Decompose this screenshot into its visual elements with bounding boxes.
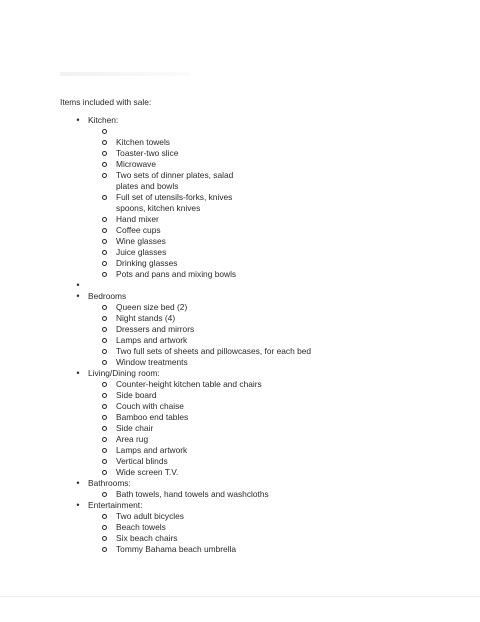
- section-sublist: [88, 126, 460, 280]
- circle-bullet-icon: [102, 316, 107, 321]
- circle-bullet-icon: [102, 525, 107, 530]
- circle-bullet-icon: [102, 514, 107, 519]
- list-item: [88, 324, 460, 335]
- list-item: [88, 434, 460, 445]
- circle-bullet-icon: [102, 459, 107, 464]
- bullet-icon: •: [76, 500, 80, 510]
- circle-bullet-icon: [102, 250, 107, 255]
- list-item-text: Drinking glasses: [116, 258, 178, 268]
- list-item-text: Counter-height kitchen table and chairs: [116, 379, 262, 389]
- list-item: [88, 258, 460, 269]
- list-item-text: Lamps and artwork: [116, 335, 188, 345]
- list-item: [88, 423, 460, 434]
- list-item: [88, 346, 460, 357]
- list-item: [88, 544, 460, 555]
- circle-bullet-icon: [102, 360, 107, 365]
- list-item: [88, 247, 460, 258]
- bullet-icon: •: [76, 291, 80, 301]
- circle-bullet-icon: [102, 162, 107, 167]
- sale-items-list: [60, 115, 460, 555]
- circle-bullet-icon: [102, 404, 107, 409]
- list-item: [88, 511, 460, 522]
- list-item: [88, 335, 460, 346]
- circle-bullet-icon: [102, 173, 107, 178]
- section-sublist: [88, 302, 460, 368]
- circle-bullet-icon: [102, 195, 107, 200]
- list-item-text: Couch with chaise: [116, 401, 184, 411]
- list-item-text: Coffee cups: [116, 225, 161, 235]
- faint-footer-line: [0, 596, 480, 597]
- list-item: [88, 401, 460, 412]
- list-item: [88, 379, 460, 390]
- section-title: Bedrooms: [88, 291, 127, 301]
- list-item-text: Queen size bed (2): [116, 302, 188, 312]
- circle-bullet-icon: [102, 382, 107, 387]
- circle-bullet-icon: [102, 239, 107, 244]
- circle-bullet-icon: [102, 437, 107, 442]
- list-item: [88, 214, 460, 225]
- list-item-text: Dressers and mirrors: [116, 324, 195, 334]
- list-item-text: Kitchen towels: [116, 137, 170, 147]
- list-item-text: Wide screen T.V.: [116, 467, 179, 477]
- list-item-text: Tommy Bahama beach umbrella: [116, 544, 237, 554]
- list-item-text: Full set of utensils-forks, knives: [116, 192, 233, 202]
- faint-header-mark: [60, 72, 190, 76]
- circle-bullet-icon: [102, 415, 107, 420]
- list-item: [88, 456, 460, 467]
- list-item-text: Two full sets of sheets and pillowcases, for each bed: [116, 346, 312, 356]
- bullet-icon: •: [76, 478, 80, 488]
- section-item: [60, 368, 460, 478]
- circle-bullet-icon: [102, 470, 107, 475]
- circle-bullet-icon: [102, 272, 107, 277]
- section-item: [60, 500, 460, 555]
- list-item: [88, 126, 460, 137]
- list-item-text: Bath towels, hand towels and washcloths: [116, 489, 269, 499]
- list-item-text: Microwave: [116, 159, 157, 169]
- list-item-text: Two adult bicycles: [116, 511, 184, 521]
- list-item: [88, 313, 460, 324]
- circle-bullet-icon: [102, 305, 107, 310]
- section-title: Kitchen:: [88, 115, 119, 125]
- list-item-text: Toaster-two slice: [116, 148, 179, 158]
- list-item: [88, 269, 460, 280]
- circle-bullet-icon: [102, 217, 107, 222]
- list-item: [88, 192, 460, 214]
- circle-bullet-icon: [102, 338, 107, 343]
- section-item: [60, 280, 460, 291]
- bullet-icon: •: [76, 115, 80, 125]
- list-item: [88, 467, 460, 478]
- section-sublist: [88, 511, 460, 555]
- list-item-text: Side chair: [116, 423, 154, 433]
- circle-bullet-icon: [102, 547, 107, 552]
- circle-bullet-icon: [102, 349, 107, 354]
- circle-bullet-icon: [102, 393, 107, 398]
- circle-bullet-icon: [102, 261, 107, 266]
- bullet-icon: •: [76, 368, 80, 378]
- section-item: [60, 291, 460, 368]
- section-sublist: [88, 379, 460, 478]
- intro-text: Items included with sale:: [60, 97, 152, 107]
- list-item-text: Lamps and artwork: [116, 445, 188, 455]
- list-item-text: Vertical blinds: [116, 456, 168, 466]
- list-item-text: Hand mixer: [116, 214, 159, 224]
- list-item-text: plates and bowls: [116, 181, 179, 191]
- list-item: [88, 445, 460, 456]
- list-item-text: Wine glasses: [116, 236, 166, 246]
- list-item: [88, 159, 460, 170]
- bullet-icon: •: [76, 280, 80, 290]
- list-item-text: Area rug: [116, 434, 149, 444]
- list-item: [88, 533, 460, 544]
- circle-bullet-icon: [102, 536, 107, 541]
- list-item-text: Window treatments: [116, 357, 188, 367]
- section-item: [60, 478, 460, 500]
- list-item-text: Bamboo end tables: [116, 412, 189, 422]
- section-title: Entertainment:: [88, 500, 143, 510]
- circle-bullet-icon: [102, 327, 107, 332]
- circle-bullet-icon: [102, 228, 107, 233]
- list-item-text: spoons, kitchen knives: [116, 203, 201, 213]
- list-item-text: Side board: [116, 390, 157, 400]
- list-item: [88, 522, 460, 533]
- list-item-text: Pots and pans and mixing bowls: [116, 269, 237, 279]
- list-item: [88, 412, 460, 423]
- list-item: [88, 357, 460, 368]
- section-title: Living/Dining room:: [88, 368, 160, 378]
- circle-bullet-icon: [102, 151, 107, 156]
- list-item: [88, 225, 460, 236]
- list-item-text: Night stands (4): [116, 313, 176, 323]
- list-item-text: [116, 126, 460, 137]
- list-item-text: Six beach chairs: [116, 533, 178, 543]
- list-item: [88, 390, 460, 401]
- list-item-text: Beach towels: [116, 522, 166, 532]
- list-item: [88, 236, 460, 247]
- list-item: [88, 148, 460, 159]
- section-sublist: [88, 489, 460, 500]
- circle-bullet-icon: [102, 448, 107, 453]
- list-item: [88, 137, 460, 148]
- list-item: [88, 489, 460, 500]
- circle-bullet-icon: [102, 129, 107, 134]
- list-item-text: Juice glasses: [116, 247, 167, 257]
- section-title: [88, 280, 90, 290]
- list-item-text: Two sets of dinner plates, salad: [116, 170, 234, 180]
- section-title: Bathrooms:: [88, 478, 131, 488]
- circle-bullet-icon: [102, 492, 107, 497]
- list-item: [88, 302, 460, 313]
- circle-bullet-icon: [102, 426, 107, 431]
- circle-bullet-icon: [102, 140, 107, 145]
- list-item: [88, 170, 460, 192]
- section-item: [60, 115, 460, 280]
